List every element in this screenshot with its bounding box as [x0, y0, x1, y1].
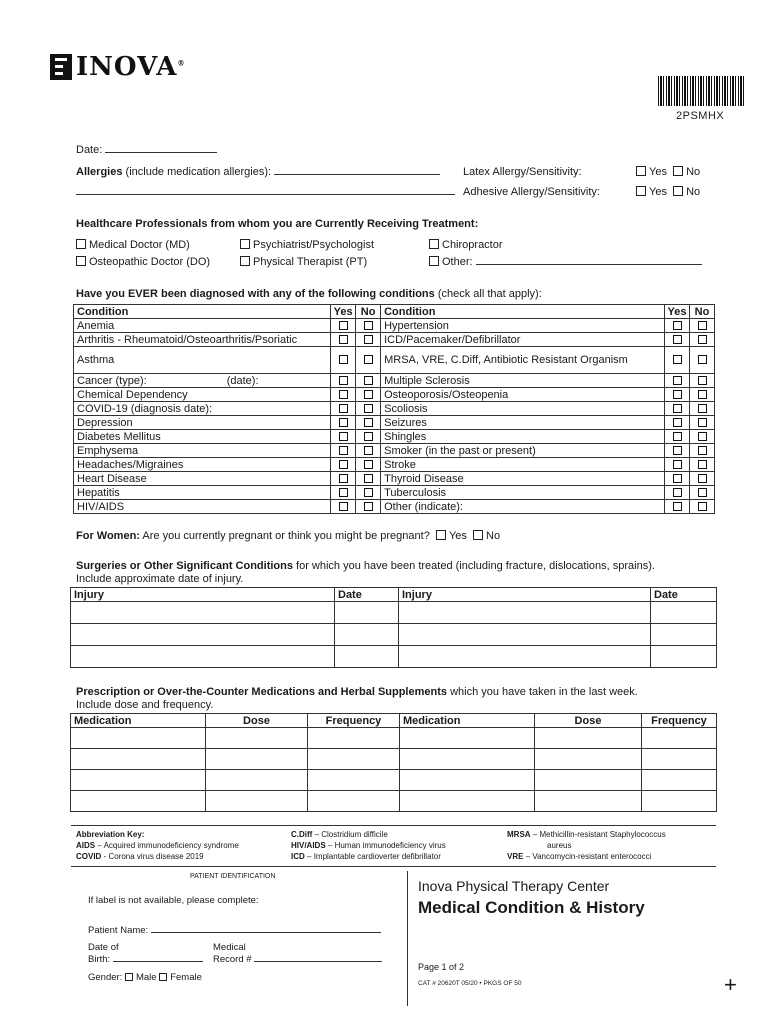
yes-checkbox[interactable]	[339, 418, 348, 427]
inova-logo	[50, 52, 185, 82]
patient-name-field[interactable]	[151, 932, 381, 933]
table-row[interactable]	[71, 728, 717, 749]
condition-left: COVID-19 (diagnosis date):	[74, 402, 331, 416]
yes-checkbox[interactable]	[673, 335, 682, 344]
date-label: Date:	[76, 144, 103, 156]
meds-heading: Prescription or Over-the-Counter Medications and Herbal Supplements which you have taken in the last week.	[76, 686, 638, 698]
no-checkbox[interactable]	[698, 390, 707, 399]
table-row	[74, 347, 715, 374]
pregnant-yes-checkbox[interactable]	[436, 530, 446, 540]
condition-left: Anemia	[74, 319, 331, 333]
yes-checkbox[interactable]	[673, 446, 682, 455]
allergies-field-2[interactable]	[76, 194, 455, 195]
latex-options: Yes No	[636, 166, 700, 178]
yes-checkbox[interactable]	[339, 355, 348, 364]
no-checkbox[interactable]	[698, 418, 707, 427]
providers-heading: Healthcare Professionals from whom you are Currently Receiving Treatment:	[76, 218, 479, 230]
provider-chiro: Chiropractor	[429, 239, 503, 251]
latex-label: Latex Allergy/Sensitivity:	[463, 166, 582, 178]
table-row	[74, 374, 715, 388]
table-row	[74, 472, 715, 486]
condition-right: Other (indicate):	[381, 500, 665, 514]
doc-title: Medical Condition & History	[418, 898, 645, 917]
condition-right: Stroke	[381, 458, 665, 472]
condition-right: Tuberculosis	[381, 486, 665, 500]
no-checkbox[interactable]	[364, 404, 373, 413]
medical-record-label: Medical Record #	[213, 942, 382, 966]
barcode	[658, 76, 746, 106]
yes-checkbox[interactable]	[673, 355, 682, 364]
condition-left: Arthritis - Rheumatoid/Osteoarthritis/Psoriatic	[74, 333, 331, 347]
patient-name-row: Patient Name:	[88, 925, 381, 936]
table-row[interactable]	[71, 602, 717, 624]
col-condition-left: Condition	[74, 305, 331, 319]
latex-no-checkbox[interactable]	[673, 166, 683, 176]
no-checkbox[interactable]	[698, 460, 707, 469]
no-checkbox[interactable]	[364, 474, 373, 483]
yes-checkbox[interactable]	[339, 432, 348, 441]
yes-checkbox[interactable]	[673, 460, 682, 469]
table-row	[74, 333, 715, 347]
gender-row: Gender: Male Female	[88, 972, 202, 983]
no-checkbox[interactable]	[698, 355, 707, 364]
catalog-number: CAT # 20620T 05/20 • PKGS OF 50	[418, 980, 522, 987]
no-checkbox[interactable]	[698, 488, 707, 497]
yes-checkbox[interactable]	[339, 460, 348, 469]
table-row[interactable]	[71, 624, 717, 646]
condition-right: MRSA, VRE, C.Diff, Antibiotic Resistant Organism	[381, 347, 665, 374]
table-row	[74, 402, 715, 416]
org-name: Inova Physical Therapy Center	[418, 878, 610, 894]
yes-checkbox[interactable]	[339, 404, 348, 413]
patient-id-label: PATIENT IDENTIFICATION	[190, 873, 276, 880]
table-row	[74, 458, 715, 472]
medications-table: Medication Dose Frequency Medication Dose Frequency	[70, 713, 717, 812]
no-checkbox[interactable]	[364, 488, 373, 497]
yes-checkbox[interactable]	[673, 432, 682, 441]
condition-left: Hepatitis	[74, 486, 331, 500]
condition-right: ICD/Pacemaker/Defibrillator	[381, 333, 665, 347]
no-checkbox[interactable]	[698, 404, 707, 413]
table-row	[74, 500, 715, 514]
no-checkbox[interactable]	[364, 418, 373, 427]
pt-checkbox[interactable]	[240, 256, 250, 266]
do-checkbox[interactable]	[76, 256, 86, 266]
condition-right: Seizures	[381, 416, 665, 430]
yes-checkbox[interactable]	[673, 474, 682, 483]
adhesive-yes-checkbox[interactable]	[636, 186, 646, 196]
yes-checkbox[interactable]	[339, 446, 348, 455]
surgeries-table: Injury Date Injury Date	[70, 587, 717, 668]
allergies-label: Allergies	[76, 166, 123, 178]
meds-note: Include dose and frequency.	[76, 699, 214, 711]
condition-left: Chemical Dependency	[74, 388, 331, 402]
condition-left: Headaches/Migraines	[74, 458, 331, 472]
date-field[interactable]	[105, 152, 217, 153]
condition-left: Heart Disease	[74, 472, 331, 486]
no-checkbox[interactable]	[364, 376, 373, 385]
provider-do: Osteopathic Doctor (DO)	[76, 256, 210, 268]
label-note: If label is not available, please complete:	[88, 895, 259, 906]
no-checkbox[interactable]	[364, 460, 373, 469]
table-row	[74, 416, 715, 430]
footer-divider	[407, 871, 408, 1006]
condition-right: Smoker (in the past or present)	[381, 444, 665, 458]
conditions-table: Condition Yes No Condition Yes No Anemia Hypertension Arthritis - Rheumatoid/Osteoarthritis/Psoriatic ICD/Pacemaker/Defibrillator Asthma MRSA, VRE, C.Diff, Antibiotic Resistant Organism Cancer (type): (date): Multiple Sclerosis Chemical Dependency Osteoporosis/Osteopenia COVID-19 (diagnosis date): Scoliosis Depression Seizures Diabetes Mellitus Shingles Emphysema Smoker (in the past or present) Headaches/Migraines Stroke Heart Disease Thyroid Disease Hepatitis Tuberculosis HIV/AIDS Other (indicate):	[73, 304, 715, 514]
yes-checkbox[interactable]	[673, 376, 682, 385]
yes-checkbox[interactable]	[673, 502, 682, 511]
logo-text: INOVA®	[76, 52, 186, 82]
inova-logo-icon	[50, 54, 72, 80]
no-checkbox[interactable]	[364, 335, 373, 344]
allergies-field[interactable]	[274, 174, 440, 175]
no-checkbox[interactable]	[698, 446, 707, 455]
condition-left: Asthma	[74, 347, 331, 374]
no-checkbox[interactable]	[364, 502, 373, 511]
no-checkbox[interactable]	[364, 446, 373, 455]
yes-checkbox[interactable]	[339, 502, 348, 511]
surgeries-note: Include approximate date of injury.	[76, 573, 244, 585]
yes-checkbox[interactable]	[339, 335, 348, 344]
no-checkbox[interactable]	[364, 432, 373, 441]
date-row	[76, 144, 217, 156]
other-provider-field[interactable]	[476, 264, 702, 265]
table-row	[74, 486, 715, 500]
conditions-heading: Have you EVER been diagnosed with any of the following conditions (check all that apply):	[76, 288, 542, 300]
adhesive-no-checkbox[interactable]	[673, 186, 683, 196]
table-row[interactable]	[71, 791, 717, 812]
condition-right: Shingles	[381, 430, 665, 444]
condition-right: Scoliosis	[381, 402, 665, 416]
adhesive-options: Yes No	[636, 186, 700, 198]
yes-checkbox[interactable]	[339, 474, 348, 483]
table-row	[74, 388, 715, 402]
yes-checkbox[interactable]	[673, 488, 682, 497]
table-row	[74, 319, 715, 333]
condition-right: Hypertension	[381, 319, 665, 333]
male-checkbox[interactable]	[125, 973, 133, 981]
condition-right: Multiple Sclerosis	[381, 374, 665, 388]
no-checkbox[interactable]	[364, 321, 373, 330]
no-checkbox[interactable]	[698, 335, 707, 344]
page-number: Page 1 of 2	[418, 962, 465, 972]
provider-md: Medical Doctor (MD)	[76, 239, 190, 251]
barcode-text: 2PSMHX	[676, 110, 725, 122]
yes-checkbox[interactable]	[673, 321, 682, 330]
no-checkbox[interactable]	[364, 390, 373, 399]
md-checkbox[interactable]	[76, 239, 86, 249]
no-checkbox[interactable]	[698, 502, 707, 511]
women-row: For Women: Are you currently pregnant or think you might be pregnant? Yes No	[76, 530, 501, 542]
female-checkbox[interactable]	[159, 973, 167, 981]
chiro-checkbox[interactable]	[429, 239, 439, 249]
yes-checkbox[interactable]	[339, 390, 348, 399]
dob-field[interactable]	[113, 961, 203, 962]
condition-right: Thyroid Disease	[381, 472, 665, 486]
abbreviation-key: Abbreviation Key: AIDS – Acquired immunodeficiency syndrome COVID - Corona virus disease 2019 C.Diff – Clostridium difficile HIV/AIDS – Human immunodeficiency virus ICD – Implantable cardioverter defibrillator MRSA – Methicillin-resistant Staphylococcus aureus VRE – Vancomycin-resistant enterococci	[71, 825, 716, 867]
psych-checkbox[interactable]	[240, 239, 250, 249]
no-checkbox[interactable]	[698, 432, 707, 441]
provider-psych: Psychiatrist/Psychologist	[240, 239, 374, 251]
adhesive-label: Adhesive Allergy/Sensitivity:	[463, 186, 600, 198]
dob-label: Date of Birth:	[88, 942, 203, 966]
surgeries-heading: Surgeries or Other Significant Conditions for which you have been treated (including fracture, dislocations, sprains).	[76, 560, 655, 572]
no-checkbox[interactable]	[364, 355, 373, 364]
pregnant-no-checkbox[interactable]	[473, 530, 483, 540]
yes-checkbox[interactable]	[673, 390, 682, 399]
no-checkbox[interactable]	[698, 376, 707, 385]
yes-checkbox[interactable]	[673, 418, 682, 427]
condition-left: Emphysema	[74, 444, 331, 458]
table-row	[74, 430, 715, 444]
yes-checkbox[interactable]	[339, 321, 348, 330]
condition-left: Cancer (type): (date):	[74, 374, 331, 388]
table-row[interactable]	[71, 749, 717, 770]
allergies-note: (include medication allergies):	[125, 166, 272, 178]
condition-left: Depression	[74, 416, 331, 430]
provider-other: Other:	[429, 256, 702, 268]
yes-checkbox[interactable]	[673, 404, 682, 413]
condition-left: HIV/AIDS	[74, 500, 331, 514]
other-checkbox[interactable]	[429, 256, 439, 266]
no-checkbox[interactable]	[698, 474, 707, 483]
table-row[interactable]	[71, 770, 717, 791]
plus-mark-icon: +	[724, 972, 737, 997]
yes-checkbox[interactable]	[339, 376, 348, 385]
no-checkbox[interactable]	[698, 321, 707, 330]
condition-left: Diabetes Mellitus	[74, 430, 331, 444]
allergies-row	[76, 166, 440, 178]
medical-record-field[interactable]	[254, 961, 382, 962]
col-condition-right: Condition	[381, 305, 665, 319]
condition-right: Osteoporosis/Osteopenia	[381, 388, 665, 402]
yes-checkbox[interactable]	[339, 488, 348, 497]
provider-pt: Physical Therapist (PT)	[240, 256, 367, 268]
latex-yes-checkbox[interactable]	[636, 166, 646, 176]
table-row[interactable]	[71, 646, 717, 668]
table-row	[74, 444, 715, 458]
